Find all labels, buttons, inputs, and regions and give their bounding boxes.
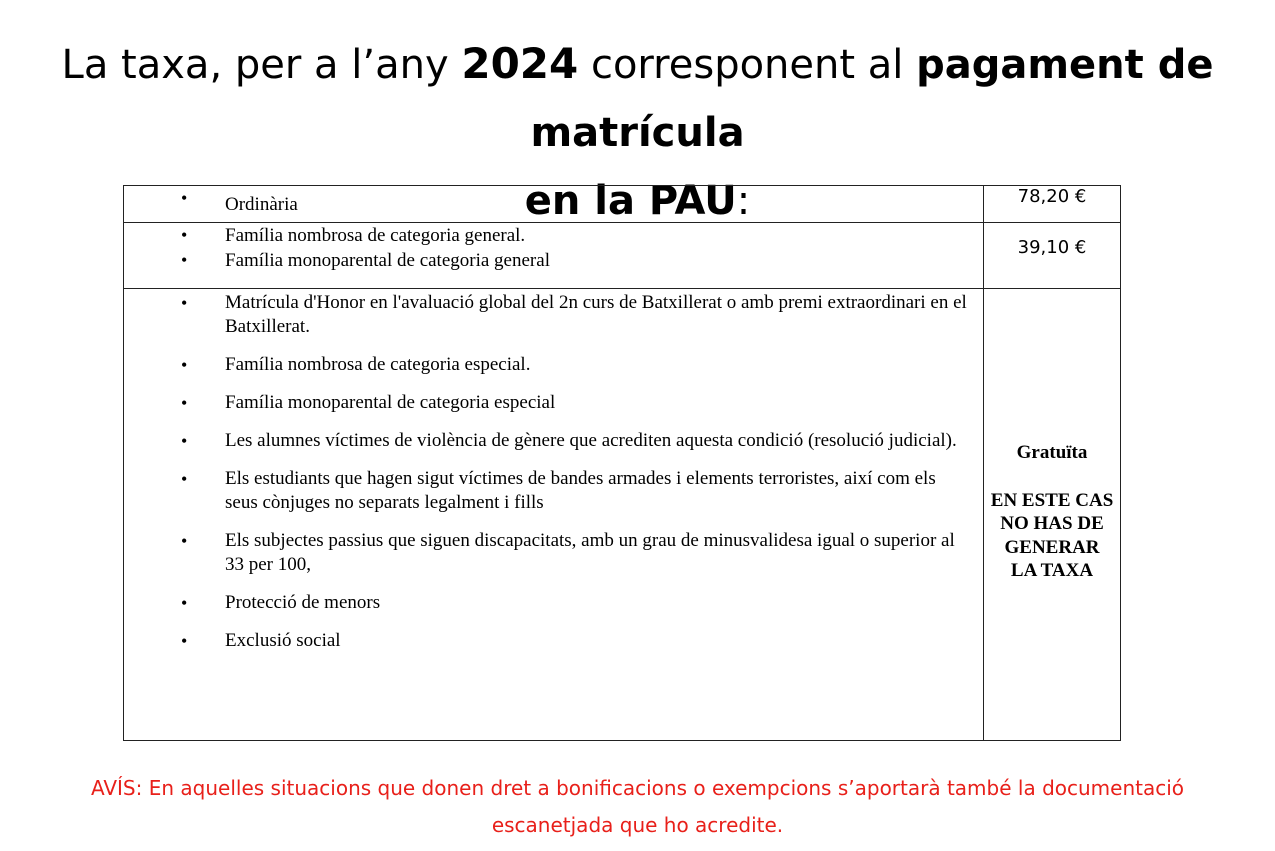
table-row-ordinary <box>124 186 1121 223</box>
title-bold-part: pagament de matrícula <box>530 42 1214 156</box>
price-reduced: 39,10 € <box>984 223 1121 289</box>
category-cell <box>124 186 984 223</box>
free-note: EN ESTE CAS NO HAS DE GENERAR LA TAXA <box>990 489 1114 581</box>
table-row-general-family <box>124 223 1121 289</box>
price-ordinary: 78,20 € <box>984 186 1121 223</box>
notice-line1: AVÍS: En aquelles situacions que donen dret a bonificacions o exempcions s’aportarà també la documentació <box>90 776 1185 800</box>
category-cell <box>124 223 984 289</box>
price-free: Gratuïta <box>1016 442 1088 463</box>
category-cell <box>124 289 984 741</box>
category-list <box>124 186 983 217</box>
list-item: • Protecció de menors <box>124 591 983 615</box>
list-item: • Matrícula d'Honor en l'avaluació global del 2n curs de Batxillerat o amb premi extraordinari en el Batxillerat. <box>124 291 983 339</box>
table-row-exempt <box>124 289 1121 741</box>
price-free-cell <box>984 289 1121 741</box>
notice-line2: escanetjada que ho acredite. <box>491 813 784 837</box>
title-text-part1: La taxa, per a l’any <box>61 42 462 88</box>
category-list <box>124 223 983 273</box>
category-list <box>124 289 983 653</box>
title-line2-bold: en la PAU <box>524 178 737 224</box>
list-item: • Exclusió social <box>124 629 983 653</box>
list-item: • Família nombrosa de categoria especial. <box>124 353 983 377</box>
title-year: 2024 <box>461 39 579 88</box>
list-item: • Els subjectes passius que siguen discapacitats, amb un grau de minusvalidesa igual o superior al 33 per 100, <box>124 529 983 577</box>
list-item: • Família monoparental de categoria general <box>124 248 983 273</box>
list-item: • Família monoparental de categoria especial <box>124 391 983 415</box>
title-line2-end: : <box>736 178 751 224</box>
list-item: • Família nombrosa de categoria general. <box>124 223 983 248</box>
list-item: • Ordinària <box>124 186 983 217</box>
fees-table <box>123 185 1121 741</box>
list-item: • Els estudiants que hagen sigut víctimes de bandes armades i elements terroristes, així com els seus cònjuges no separats legalment i fills <box>124 467 983 515</box>
title-text-part2: corresponent al <box>578 42 917 88</box>
warning-notice <box>0 770 1275 844</box>
list-item: • Les alumnes víctimes de violència de gènere que acrediten aquesta condició (resolució judicial). <box>124 429 983 453</box>
